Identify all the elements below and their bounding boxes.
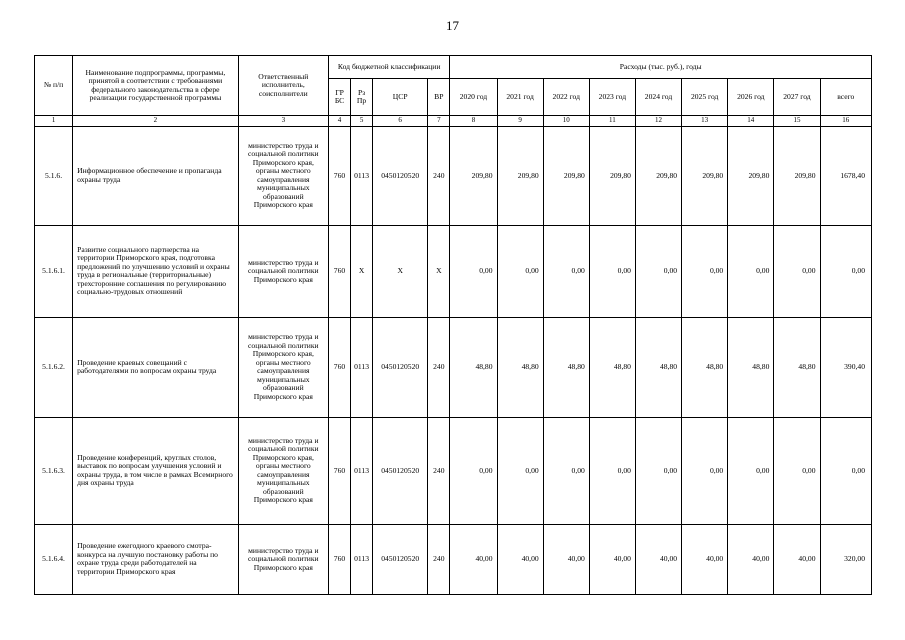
row-responsible: министерство труда и социальной политики Приморского края <box>238 225 328 317</box>
row-responsible: министерство труда и социальной политики Приморского края, органы местного самоуправления муниципальных образований Приморского края <box>238 317 328 417</box>
header-year-col: 2024 год <box>635 79 681 116</box>
table-row <box>35 417 872 524</box>
row-grbs: 760 <box>328 524 350 594</box>
column-number: 9 <box>497 116 543 127</box>
row-year-value: 48,80 <box>774 317 820 417</box>
row-year-value: 48,80 <box>589 317 635 417</box>
row-year-value: 48,80 <box>682 317 728 417</box>
row-year-value: 0,00 <box>635 417 681 524</box>
row-year-value: 0,00 <box>589 225 635 317</box>
row-year-value: 0,00 <box>450 417 497 524</box>
header-year-col: 2020 год <box>450 79 497 116</box>
row-rzpr: 0113 <box>351 524 373 594</box>
row-year-value: 0,00 <box>450 225 497 317</box>
row-year-value: 0,00 <box>543 225 589 317</box>
row-year-value: 48,80 <box>543 317 589 417</box>
row-year-value: 209,80 <box>682 126 728 225</box>
header-code-col: ГР БС <box>328 79 350 116</box>
row-grbs: 760 <box>328 417 350 524</box>
row-year-value: 40,00 <box>497 524 543 594</box>
row-name: Развитие социального партнерства на территории Приморского края, подготовка предложений по улучшению условий и охраны труда в региональные (территориальные) трехсторонние соглашения по регулированию социально-трудовых отношений <box>73 225 239 317</box>
row-year-value: 0,00 <box>774 417 820 524</box>
row-year-value: 209,80 <box>543 126 589 225</box>
row-year-value: 209,80 <box>497 126 543 225</box>
row-year-value: 40,00 <box>774 524 820 594</box>
row-year-value: 209,80 <box>635 126 681 225</box>
row-year-value: 40,00 <box>682 524 728 594</box>
row-year-value: 48,80 <box>497 317 543 417</box>
row-year-value: 0,00 <box>728 225 774 317</box>
row-number: 5.1.6.2. <box>35 317 73 417</box>
header-year-col: 2021 год <box>497 79 543 116</box>
row-vr: 240 <box>428 524 450 594</box>
row-vr: 240 <box>428 126 450 225</box>
row-year-value: 209,80 <box>450 126 497 225</box>
row-year-value: 209,80 <box>589 126 635 225</box>
row-responsible: министерство труда и социальной политики Приморского края, органы местного самоуправления муниципальных образований Приморского края <box>238 126 328 225</box>
column-number: 11 <box>589 116 635 127</box>
row-year-value: 0,00 <box>543 417 589 524</box>
row-rzpr: X <box>351 225 373 317</box>
header-year-col: всего <box>820 79 871 116</box>
row-year-value: 0,00 <box>497 417 543 524</box>
row-name: Информационное обеспечение и пропаганда охраны труда <box>73 126 239 225</box>
header-num: № п/п <box>35 56 73 116</box>
row-total: 0,00 <box>820 225 871 317</box>
budget-table <box>34 55 872 595</box>
row-vr: 240 <box>428 317 450 417</box>
row-total: 390,40 <box>820 317 871 417</box>
row-responsible: министерство труда и социальной политики Приморского края <box>238 524 328 594</box>
row-total: 1678,40 <box>820 126 871 225</box>
row-csr: 0450120520 <box>373 417 428 524</box>
row-year-value: 40,00 <box>635 524 681 594</box>
row-year-value: 40,00 <box>450 524 497 594</box>
row-name: Проведение ежегодного краевого смотра-конкурса на лучшую постановку работы по охране труда среди работодателей на территории Приморского края <box>73 524 239 594</box>
column-number: 3 <box>238 116 328 127</box>
column-number: 12 <box>635 116 681 127</box>
column-number: 10 <box>543 116 589 127</box>
row-grbs: 760 <box>328 225 350 317</box>
column-number: 2 <box>73 116 239 127</box>
column-number: 14 <box>728 116 774 127</box>
row-vr: 240 <box>428 417 450 524</box>
page-number: 17 <box>446 18 459 33</box>
header-year-col: 2023 год <box>589 79 635 116</box>
row-rzpr: 0113 <box>351 417 373 524</box>
column-number: 16 <box>820 116 871 127</box>
table-row <box>35 524 872 594</box>
column-number-row <box>35 116 872 127</box>
header-code-group: Код бюджетной классификации <box>328 56 449 79</box>
row-rzpr: 0113 <box>351 317 373 417</box>
row-name: Проведение краевых совещаний с работодателями по вопросам охраны труда <box>73 317 239 417</box>
row-number: 5.1.6.3. <box>35 417 73 524</box>
row-rzpr: 0113 <box>351 126 373 225</box>
column-number: 4 <box>328 116 350 127</box>
row-grbs: 760 <box>328 126 350 225</box>
row-grbs: 760 <box>328 317 350 417</box>
row-year-value: 0,00 <box>497 225 543 317</box>
row-year-value: 40,00 <box>543 524 589 594</box>
row-name: Проведение конференций, круглых столов, выставок по вопросам улучшения условий и охраны труда, в том числе в рамках Всемирного дня охраны труда <box>73 417 239 524</box>
row-year-value: 0,00 <box>682 417 728 524</box>
table-row <box>35 225 872 317</box>
table-body <box>35 126 872 594</box>
row-year-value: 48,80 <box>450 317 497 417</box>
row-year-value: 209,80 <box>774 126 820 225</box>
header-year-col: 2027 год <box>774 79 820 116</box>
row-number: 5.1.6.4. <box>35 524 73 594</box>
header-code-col: Рз Пр <box>351 79 373 116</box>
row-year-value: 0,00 <box>682 225 728 317</box>
row-year-value: 0,00 <box>589 417 635 524</box>
row-year-value: 0,00 <box>635 225 681 317</box>
table-row <box>35 317 872 417</box>
row-csr: 0450120520 <box>373 317 428 417</box>
column-number: 13 <box>682 116 728 127</box>
row-year-value: 0,00 <box>728 417 774 524</box>
column-number: 8 <box>450 116 497 127</box>
row-year-value: 0,00 <box>774 225 820 317</box>
header-code-col: ВР <box>428 79 450 116</box>
header-expenses-group: Расходы (тыс. руб.), годы <box>450 56 872 79</box>
table-row <box>35 126 872 225</box>
header-name: Наименование подпрограммы, программы, принятой в соответствии с требованиями федерального законодательства в сфере реализации государственной программы <box>73 56 239 116</box>
column-number: 15 <box>774 116 820 127</box>
row-responsible: министерство труда и социальной политики Приморского края, органы местного самоуправления муниципальных образований Приморского края <box>238 417 328 524</box>
row-year-value: 40,00 <box>728 524 774 594</box>
row-year-value: 48,80 <box>728 317 774 417</box>
header-year-col: 2022 год <box>543 79 589 116</box>
column-number: 7 <box>428 116 450 127</box>
row-year-value: 48,80 <box>635 317 681 417</box>
row-csr: X <box>373 225 428 317</box>
header-year-col: 2025 год <box>682 79 728 116</box>
row-total: 320,00 <box>820 524 871 594</box>
header-row-top <box>35 56 872 79</box>
column-number: 5 <box>351 116 373 127</box>
row-number: 5.1.6. <box>35 126 73 225</box>
header-responsible: Ответственный исполнитель, соисполнители <box>238 56 328 116</box>
column-number: 1 <box>35 116 73 127</box>
header-year-col: 2026 год <box>728 79 774 116</box>
row-year-value: 209,80 <box>728 126 774 225</box>
header-code-col: ЦСР <box>373 79 428 116</box>
column-number: 6 <box>373 116 428 127</box>
row-vr: X <box>428 225 450 317</box>
row-csr: 0450120520 <box>373 126 428 225</box>
row-number: 5.1.6.1. <box>35 225 73 317</box>
row-total: 0,00 <box>820 417 871 524</box>
row-csr: 0450120520 <box>373 524 428 594</box>
row-year-value: 40,00 <box>589 524 635 594</box>
